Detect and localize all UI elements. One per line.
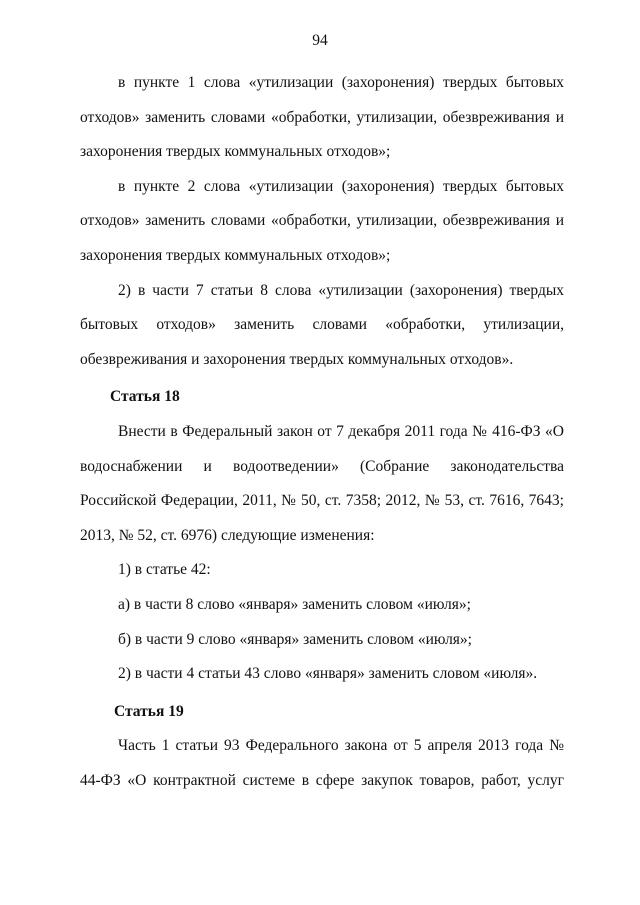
paragraph-point-2: в пункте 2 слова «утилизации (захоронения) твердых бытовых отходов» заменить словами «обработки, утилизации, обезвреживания и захоронения твердых коммунальных отходов»; bbox=[80, 177, 564, 264]
article-18-item-b: б) в части 9 слово «января» заменить словом «июля»; bbox=[118, 630, 472, 648]
article-18-item-1: 1) в статье 42: bbox=[118, 561, 211, 579]
article-18-item-2: 2) в части 4 статьи 43 слово «января» заменить словом «июля». bbox=[118, 665, 538, 683]
article-18-item-a: а) в части 8 слово «января» заменить словом «июля»; bbox=[118, 595, 471, 613]
article-19-heading: Статья 19 bbox=[114, 702, 184, 720]
paragraph-part-7: 2) в части 7 статьи 8 слова «утилизации (захоронения) твердых бытовых отходов» заменить словами «обработки, утилизации, обезвреживания и захоронения твердых коммунальных отходов». bbox=[80, 281, 564, 368]
document-body bbox=[80, 66, 564, 798]
article-18-heading: Статья 18 bbox=[110, 388, 180, 406]
article-18-intro: Внести в Федеральный закон от 7 декабря 2011 года № 416-ФЗ «О водоснабжении и водоотведении» (Собрание законодательства Российской Федерации, 2011, № 50, ст. 7358; 2012, № 53, ст. 7616, 7643; 2013, № 52, ст. 6976) следующие изменения: bbox=[80, 422, 564, 544]
paragraph-point-1: в пункте 1 слова «утилизации (захоронения) твердых бытовых отходов» заменить словами «обработки, утилизации, обезвреживания и захоронения твердых коммунальных отходов»; bbox=[80, 74, 564, 161]
page-number: 94 bbox=[312, 32, 328, 49]
article-19-text: Часть 1 статьи 93 Федерального закона от 5 апреля 2013 года № 44-ФЗ «О контрактной системе в сфере закупок товаров, работ, услуг bbox=[80, 737, 564, 789]
